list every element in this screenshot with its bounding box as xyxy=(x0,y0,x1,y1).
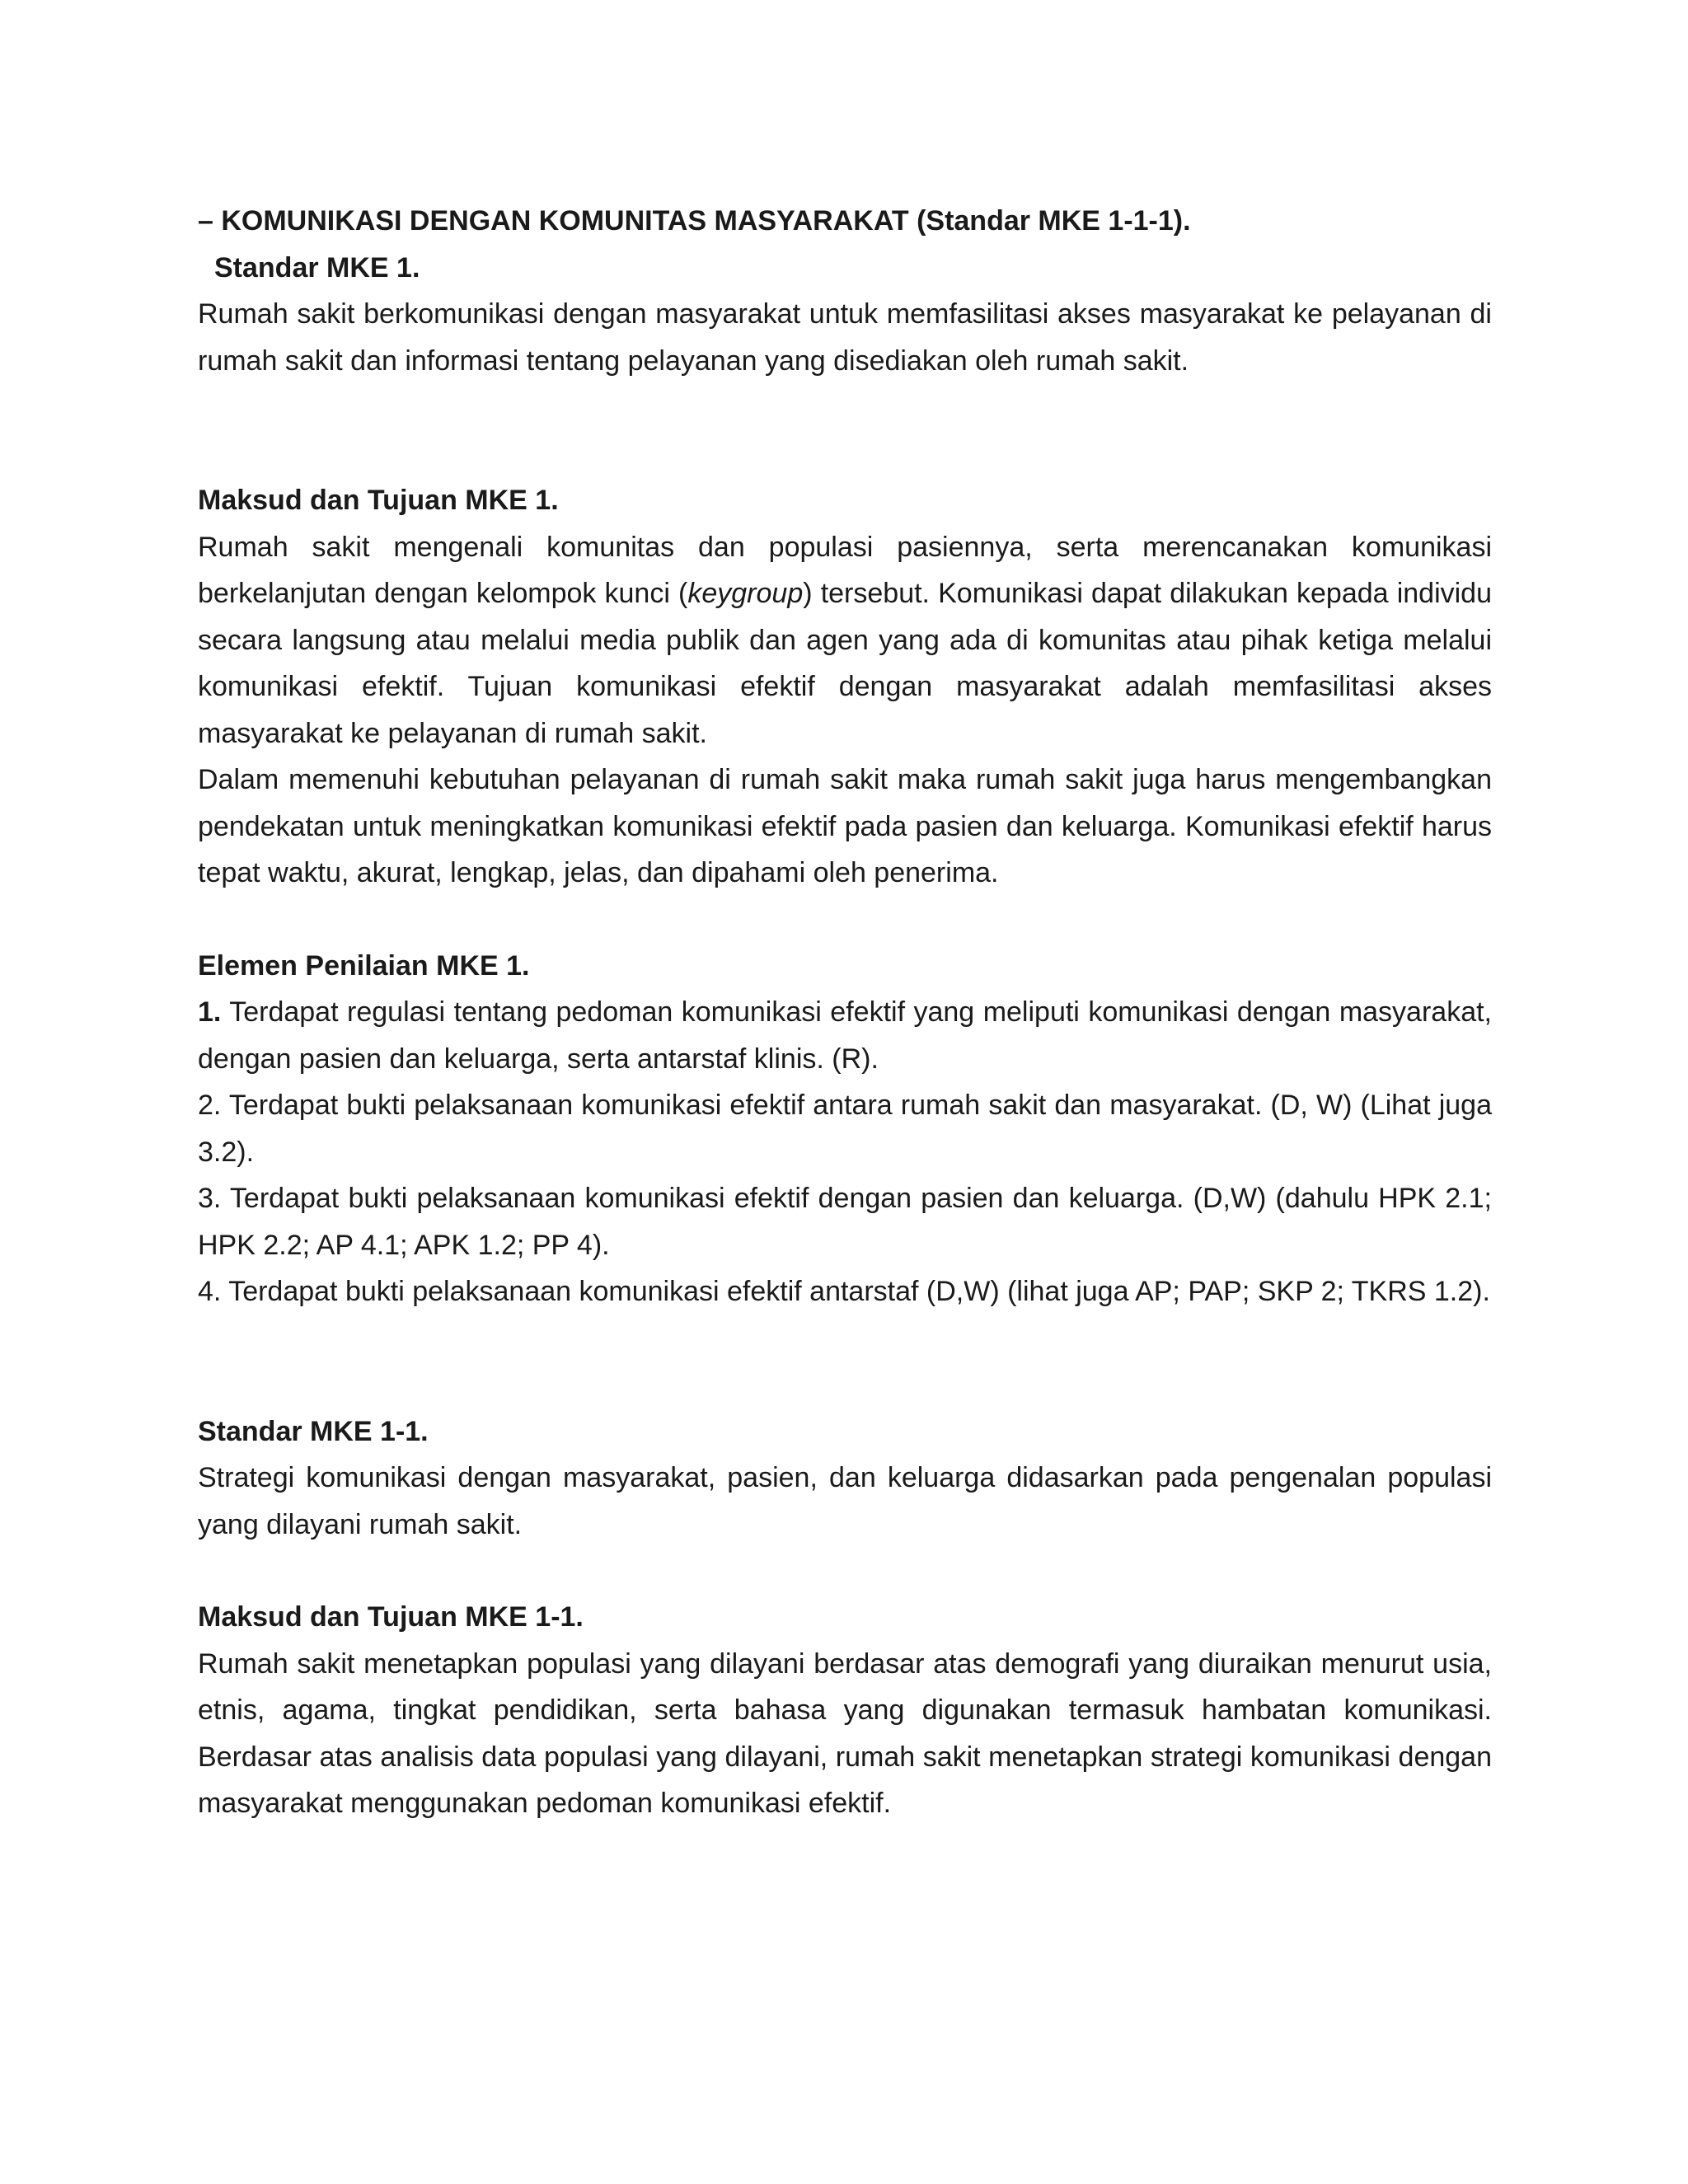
spacer xyxy=(198,1315,1492,1408)
spacer xyxy=(198,1548,1492,1594)
maksud-mke1-1-heading: Maksud dan Tujuan MKE 1-1. xyxy=(198,1601,584,1633)
standar-mke1-1-body: Strategi komunikasi dengan masyarakat, pasien, dan keluarga didasarkan pada pengenalan populasi yang dilayani rumah sakit. xyxy=(198,1462,1492,1540)
elemen-mke1-item-4: 4. Terdapat bukti pelaksanaan komunikasi efektif antarstaf (D,W) (lihat juga AP; PAP; SKP 2; TKRS 1.2). xyxy=(198,1276,1490,1307)
maksud-mke1-p1-end: ) tersebut. Komunikasi dapat dilakukan kepada individu secara langsung atau melalui media publik dan agen yang ada di komunitas atau pihak ketiga melalui komunikasi efektif. Tujuan komunikasi efektif dengan masyarakat adalah memfasilitasi akses masyarakat ke pelayanan di rumah sakit. xyxy=(198,578,1492,749)
spacer xyxy=(198,384,1492,477)
document-page xyxy=(198,198,1492,1827)
elemen-mke1-item-2: 2. Terdapat bukti pelaksanaan komunikasi efektif antara rumah sakit dan masyarakat. (D, W) (Lihat juga 3.2). xyxy=(198,1090,1492,1168)
elemen-mke1-item-1 xyxy=(198,989,1492,1082)
elemen-item-1-text: Terdapat regulasi tentang pedoman komunikasi efektif yang meliputi komunikasi dengan masyarakat, dengan pasien dan keluarga, serta antarstaf klinis. (R). xyxy=(198,996,1492,1075)
spacer xyxy=(198,897,1492,943)
maksud-mke1-1-body: Rumah sakit menetapkan populasi yang dilayani berdasar atas demografi yang diuraikan menurut usia, etnis, agama, tingkat pendidikan, serta bahasa yang digunakan termasuk hambatan komunikasi. Berdasar atas analisis data populasi yang dilayani, rumah sakit menetapkan strategi komunikasi dengan masyarakat menggunakan pedoman komunikasi efektif. xyxy=(198,1647,1492,1819)
elemen-mke1-item-3: 3. Terdapat bukti pelaksanaan komunikasi efektif dengan pasien dan keluarga. (D,W) (dahulu HPK 2.1; HPK 2.2; AP 4.1; APK 1.2; PP 4). xyxy=(198,1183,1492,1261)
document-title: – KOMUNIKASI DENGAN KOMUNITAS MASYARAKAT (Standar MKE 1-1-1). xyxy=(198,205,1191,237)
maksud-mke1-paragraph-2: Dalam memenuhi kebutuhan pelayanan di rumah sakit maka rumah sakit juga harus mengembangkan pendekatan untuk meningkatkan komunikasi efektif pada pasien dan keluarga. Komunikasi efektif harus tepat waktu, akurat, lengkap, jelas, dan dipahami oleh penerima. xyxy=(198,764,1492,888)
standar-mke1-body: Rumah sakit berkomunikasi dengan masyarakat untuk memfasilitasi akses masyarakat ke pelayanan di rumah sakit dan informasi tentang pelayanan yang disediakan oleh rumah sakit. xyxy=(198,298,1492,377)
standar-mke1-heading: Standar MKE 1. xyxy=(214,251,420,284)
elemen-mke1-heading: Elemen Penilaian MKE 1. xyxy=(198,949,530,982)
elemen-item-1-number: 1. xyxy=(198,996,222,1028)
maksud-mke1-heading: Maksud dan Tujuan MKE 1. xyxy=(198,485,559,516)
maksud-mke1-p1-italic: keygroup xyxy=(687,578,804,609)
standar-mke1-1-heading: Standar MKE 1-1. xyxy=(198,1415,429,1447)
maksud-mke1-p1-start: Rumah sakit mengenali komunitas dan populasi pasiennya, serta merencanakan komunikasi berkelanjutan dengan kelompok kunci ( xyxy=(198,531,1492,609)
maksud-mke1-paragraph-1 xyxy=(198,524,1492,757)
